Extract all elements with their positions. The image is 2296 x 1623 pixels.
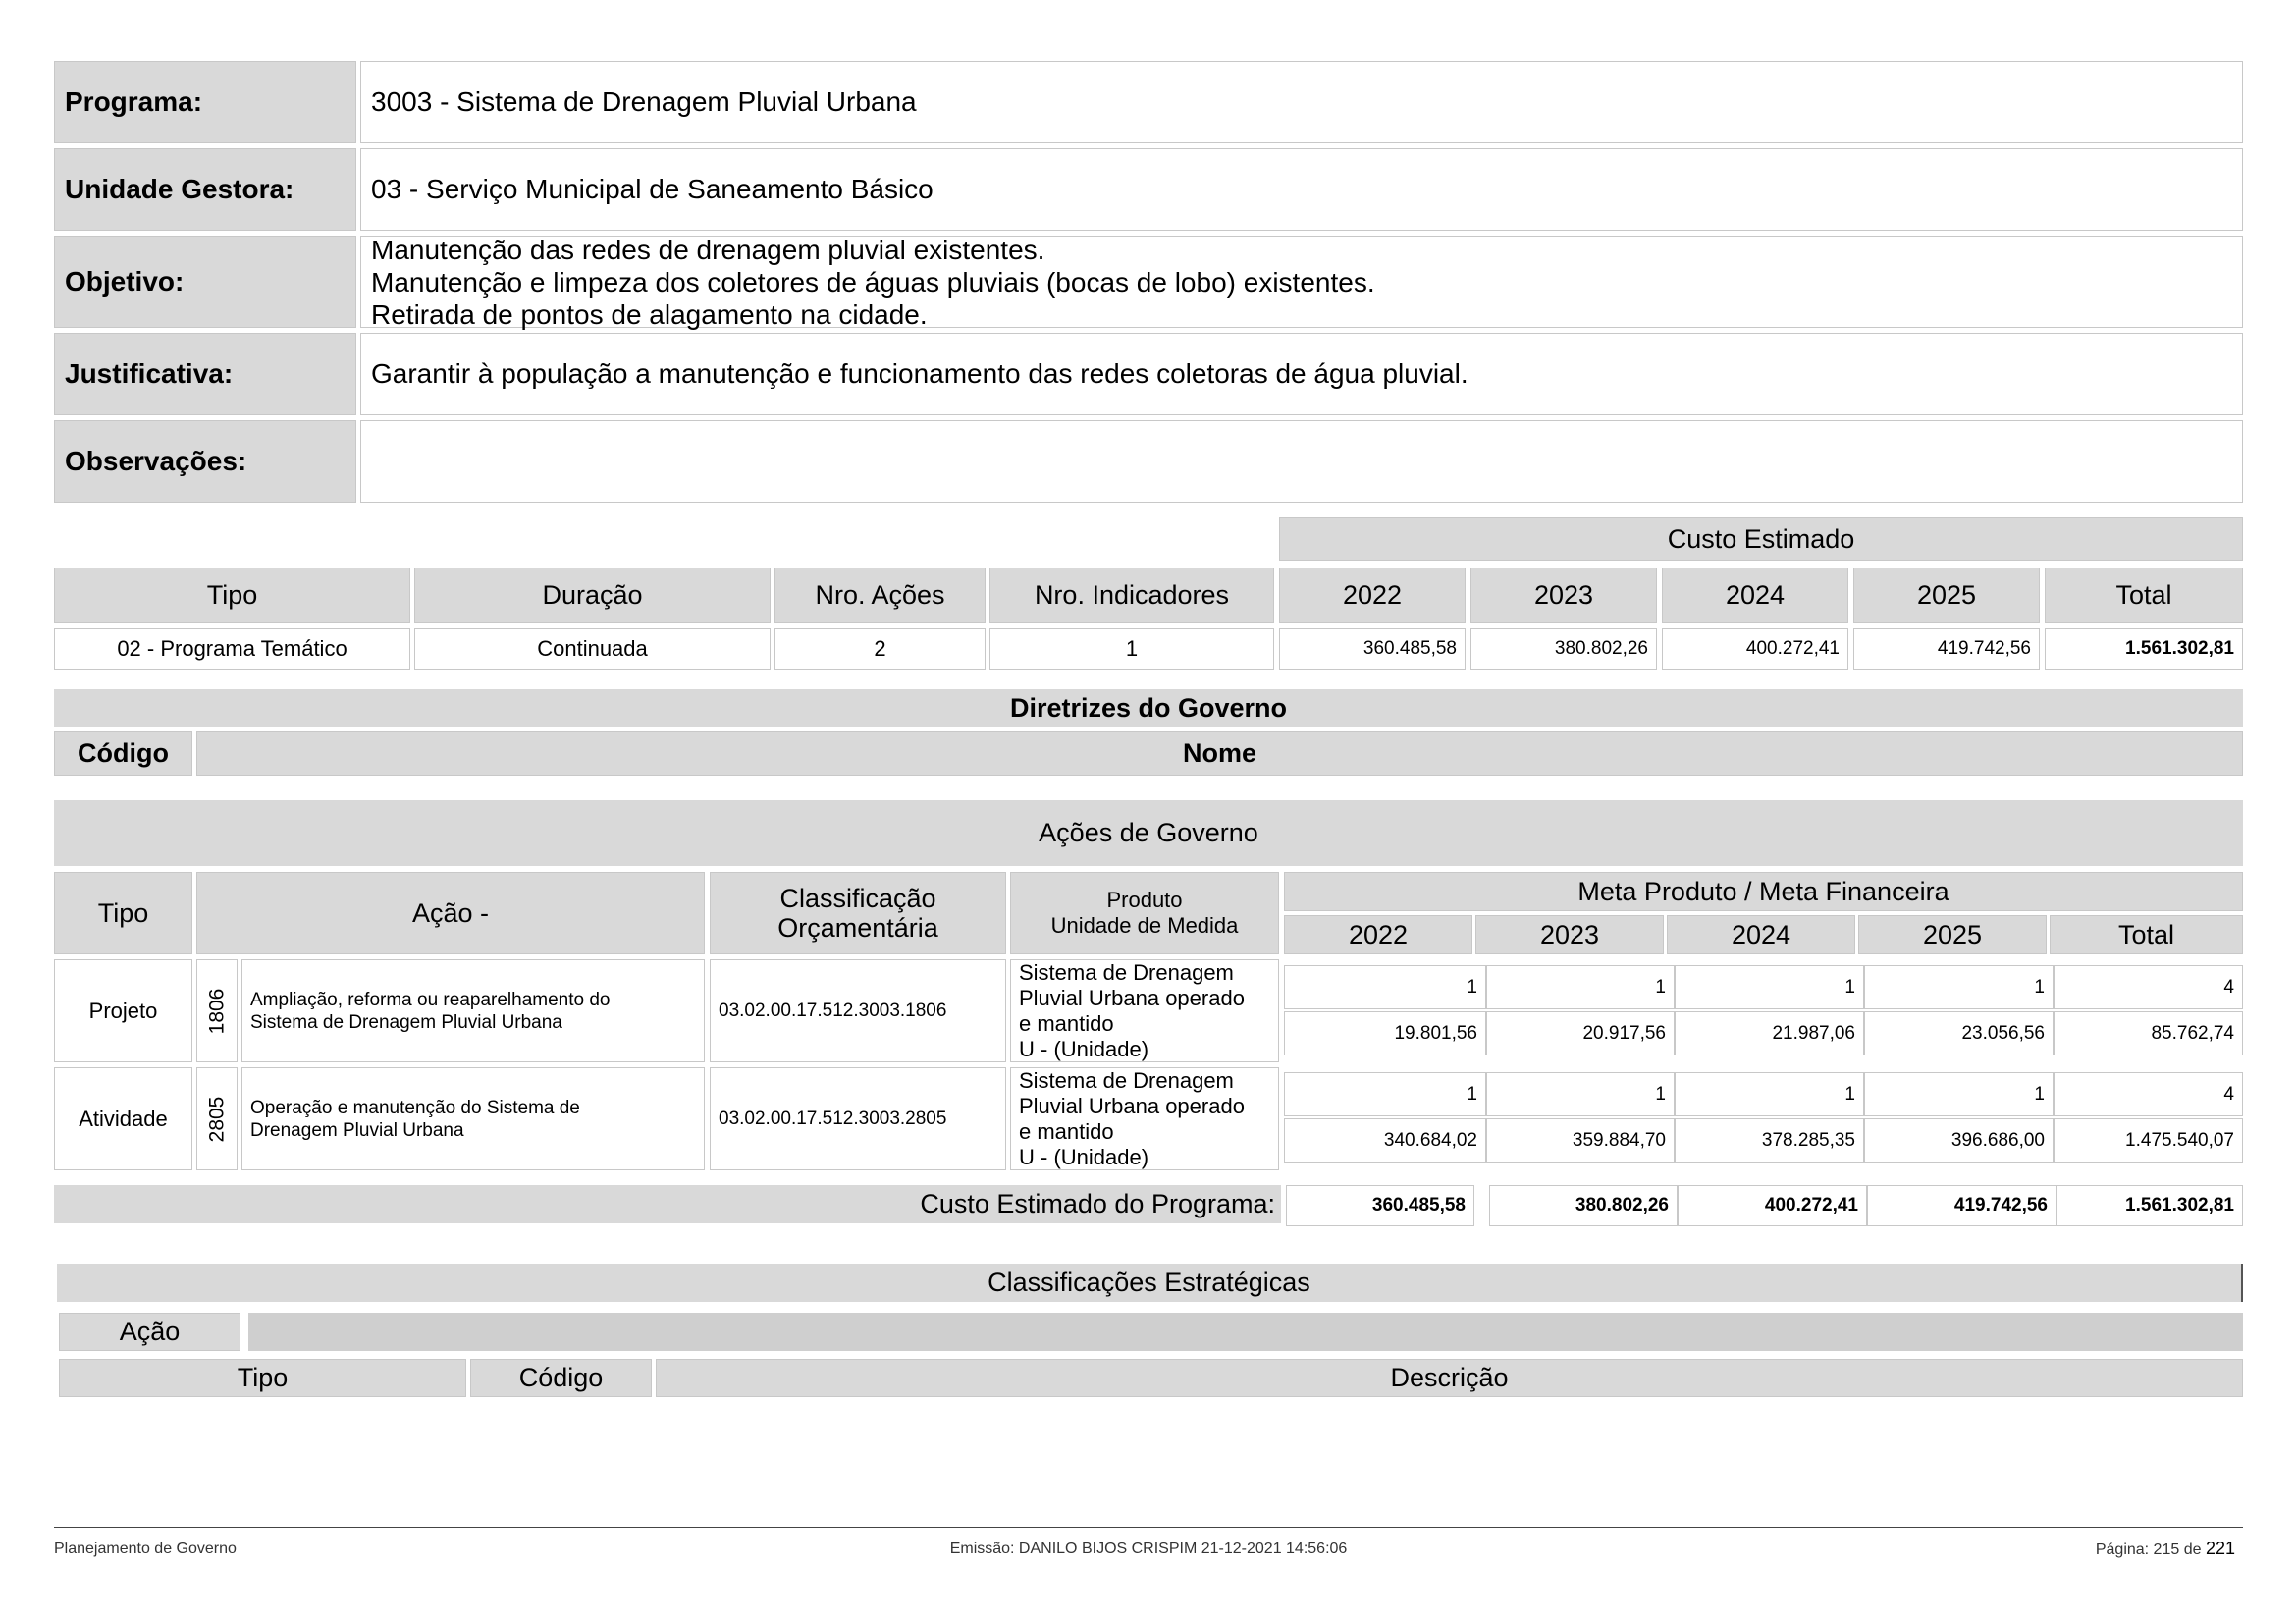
custo-programa-label: Custo Estimado do Programa: xyxy=(54,1185,1281,1223)
acoes-col-classificacao xyxy=(710,872,1006,954)
total-2023: 380.802,26 xyxy=(1489,1185,1678,1226)
resumo-2023: 380.802,26 xyxy=(1470,628,1657,670)
fin-2025: 23.056,56 xyxy=(1864,1011,2054,1055)
objetivo-label: Objetivo: xyxy=(54,236,356,328)
acao-row-codigo xyxy=(196,959,238,1062)
acao-row-classificacao: 03.02.00.17.512.3003.1806 xyxy=(710,959,1006,1062)
classificacoes-col-descricao: Descrição xyxy=(656,1359,2243,1397)
acao-codigo-text: 1806 xyxy=(205,988,228,1034)
acao-desc-line: Drenagem Pluvial Urbana xyxy=(250,1119,464,1141)
footer-divider xyxy=(54,1527,2243,1528)
resumo-2022: 360.485,58 xyxy=(1279,628,1466,670)
produto-text-line: e mantido xyxy=(1019,1010,1114,1036)
meta-2022: 1 xyxy=(1284,965,1486,1009)
meta-total: 4 xyxy=(2054,1072,2243,1116)
programa-label: Programa: xyxy=(54,61,356,143)
classificacao-line: Orçamentária xyxy=(777,913,938,943)
fin-2022: 19.801,56 xyxy=(1284,1011,1486,1055)
observacoes-value xyxy=(360,420,2243,503)
acao-row-codigo xyxy=(196,1067,238,1170)
unidade-value: 03 - Serviço Municipal de Saneamento Básico xyxy=(360,148,2243,231)
resumo-2025: 419.742,56 xyxy=(1853,628,2040,670)
total-2025: 419.742,56 xyxy=(1867,1185,2056,1226)
classificacoes-acao: Ação xyxy=(59,1313,240,1351)
objetivo-line: Manutenção das redes de drenagem pluvial existentes. xyxy=(371,234,1045,265)
fin-2024: 21.987,06 xyxy=(1675,1011,1864,1055)
produto-text-line: Pluvial Urbana operado xyxy=(1019,985,1245,1010)
fin-2023: 20.917,56 xyxy=(1486,1011,1675,1055)
resumo-duracao: Continuada xyxy=(414,628,771,670)
col-2023: 2023 xyxy=(1470,568,1657,623)
acao-row-produto xyxy=(1010,1067,1279,1170)
acoes-year-2025: 2025 xyxy=(1858,915,2047,954)
footer-page-total: 221 xyxy=(2205,1539,2235,1558)
classificacoes-col-codigo: Código xyxy=(470,1359,652,1397)
fin-total: 1.475.540,07 xyxy=(2054,1118,2243,1163)
acoes-title: Ações de Governo xyxy=(54,800,2243,866)
produto-line: Produto xyxy=(1106,888,1183,912)
acoes-col-meta: Meta Produto / Meta Financeira xyxy=(1284,872,2243,911)
objetivo-line: Retirada de pontos de alagamento na cidade. xyxy=(371,298,928,330)
col-tipo: Tipo xyxy=(54,568,410,623)
acao-desc-line: Ampliação, reforma ou reaparelhamento do xyxy=(250,989,611,1010)
meta-2023: 1 xyxy=(1486,1072,1675,1116)
resumo-tipo: 02 - Programa Temático xyxy=(54,628,410,670)
meta-2024: 1 xyxy=(1675,965,1864,1009)
resumo-nro-indicadores: 1 xyxy=(989,628,1274,670)
acoes-year-2024: 2024 xyxy=(1667,915,1855,954)
diretrizes-col-nome: Nome xyxy=(196,731,2243,776)
objetivo-value xyxy=(360,236,2243,328)
produto-text-line: Pluvial Urbana operado xyxy=(1019,1093,1245,1118)
fin-2024: 378.285,35 xyxy=(1675,1118,1864,1163)
col-2025: 2025 xyxy=(1853,568,2040,623)
col-nro-acoes: Nro. Ações xyxy=(774,568,986,623)
col-2024: 2024 xyxy=(1662,568,1848,623)
acoes-col-acao: Ação - xyxy=(196,872,705,954)
acoes-col-produto xyxy=(1010,872,1279,954)
produto-text-line: Sistema de Drenagem xyxy=(1019,959,1234,985)
footer-page-prefix: Página: 215 de xyxy=(2095,1542,2202,1558)
classificacoes-col-tipo: Tipo xyxy=(59,1359,466,1397)
resumo-total: 1.561.302,81 xyxy=(2045,628,2243,670)
acao-codigo-text: 2805 xyxy=(205,1096,228,1142)
resumo-nro-acoes: 2 xyxy=(774,628,986,670)
produto-line: Unidade de Medida xyxy=(1050,913,1239,938)
produto-text-line: U - (Unidade) xyxy=(1019,1144,1149,1169)
programa-value: 3003 - Sistema de Drenagem Pluvial Urbana xyxy=(360,61,2243,143)
meta-2025: 1 xyxy=(1864,965,2054,1009)
footer-left: Planejamento de Governo xyxy=(54,1541,237,1557)
produto-text-line: U - (Unidade) xyxy=(1019,1036,1149,1061)
diretrizes-title: Diretrizes do Governo xyxy=(54,689,2243,727)
footer-emissao: Emissão: DANILO BIJOS CRISPIM 21-12-2021 14:56:06 xyxy=(949,1541,1348,1557)
acao-row-tipo: Atividade xyxy=(54,1067,192,1170)
total-total: 1.561.302,81 xyxy=(2056,1185,2243,1226)
meta-2023: 1 xyxy=(1486,965,1675,1009)
justificativa-value: Garantir à população a manutenção e funcionamento das redes coletoras de água pluvial. xyxy=(360,333,2243,415)
resumo-2024: 400.272,41 xyxy=(1662,628,1848,670)
produto-text-line: e mantido xyxy=(1019,1118,1114,1144)
acoes-year-2023: 2023 xyxy=(1475,915,1664,954)
justificativa-label: Justificativa: xyxy=(54,333,356,415)
acoes-year-2022: 2022 xyxy=(1284,915,1472,954)
acao-row-tipo: Projeto xyxy=(54,959,192,1062)
acoes-year-total: Total xyxy=(2050,915,2243,954)
acao-desc-line: Operação e manutenção do Sistema de xyxy=(250,1097,580,1118)
meta-2022: 1 xyxy=(1284,1072,1486,1116)
diretrizes-col-codigo: Código xyxy=(54,731,192,776)
classificacoes-title: Classificações Estratégicas xyxy=(57,1264,2243,1302)
observacoes-label: Observações: xyxy=(54,420,356,503)
fin-total: 85.762,74 xyxy=(2054,1011,2243,1055)
col-total: Total xyxy=(2045,568,2243,623)
total-2024: 400.272,41 xyxy=(1678,1185,1867,1226)
unidade-label: Unidade Gestora: xyxy=(54,148,356,231)
acao-row-descricao xyxy=(241,1067,705,1170)
col-duracao: Duração xyxy=(414,568,771,623)
footer-pagina xyxy=(1963,1539,2235,1559)
classificacoes-acao-value xyxy=(248,1313,2243,1351)
fin-2025: 396.686,00 xyxy=(1864,1118,2054,1163)
acao-desc-line: Sistema de Drenagem Pluvial Urbana xyxy=(250,1011,562,1033)
fin-2023: 359.884,70 xyxy=(1486,1118,1675,1163)
col-nro-indicadores: Nro. Indicadores xyxy=(989,568,1274,623)
total-2022: 360.485,58 xyxy=(1286,1185,1474,1226)
meta-total: 4 xyxy=(2054,965,2243,1009)
custo-estimado-header: Custo Estimado xyxy=(1279,517,2243,561)
acoes-col-tipo: Tipo xyxy=(54,872,192,954)
meta-2025: 1 xyxy=(1864,1072,2054,1116)
classificacao-line: Classificação xyxy=(779,884,936,913)
acao-row-descricao xyxy=(241,959,705,1062)
acao-row-produto xyxy=(1010,959,1279,1062)
produto-text-line: Sistema de Drenagem xyxy=(1019,1067,1234,1093)
meta-2024: 1 xyxy=(1675,1072,1864,1116)
acao-row-classificacao: 03.02.00.17.512.3003.2805 xyxy=(710,1067,1006,1170)
col-2022: 2022 xyxy=(1279,568,1466,623)
fin-2022: 340.684,02 xyxy=(1284,1118,1486,1163)
objetivo-line: Manutenção e limpeza dos coletores de águas pluviais (bocas de lobo) existentes. xyxy=(371,266,1375,298)
